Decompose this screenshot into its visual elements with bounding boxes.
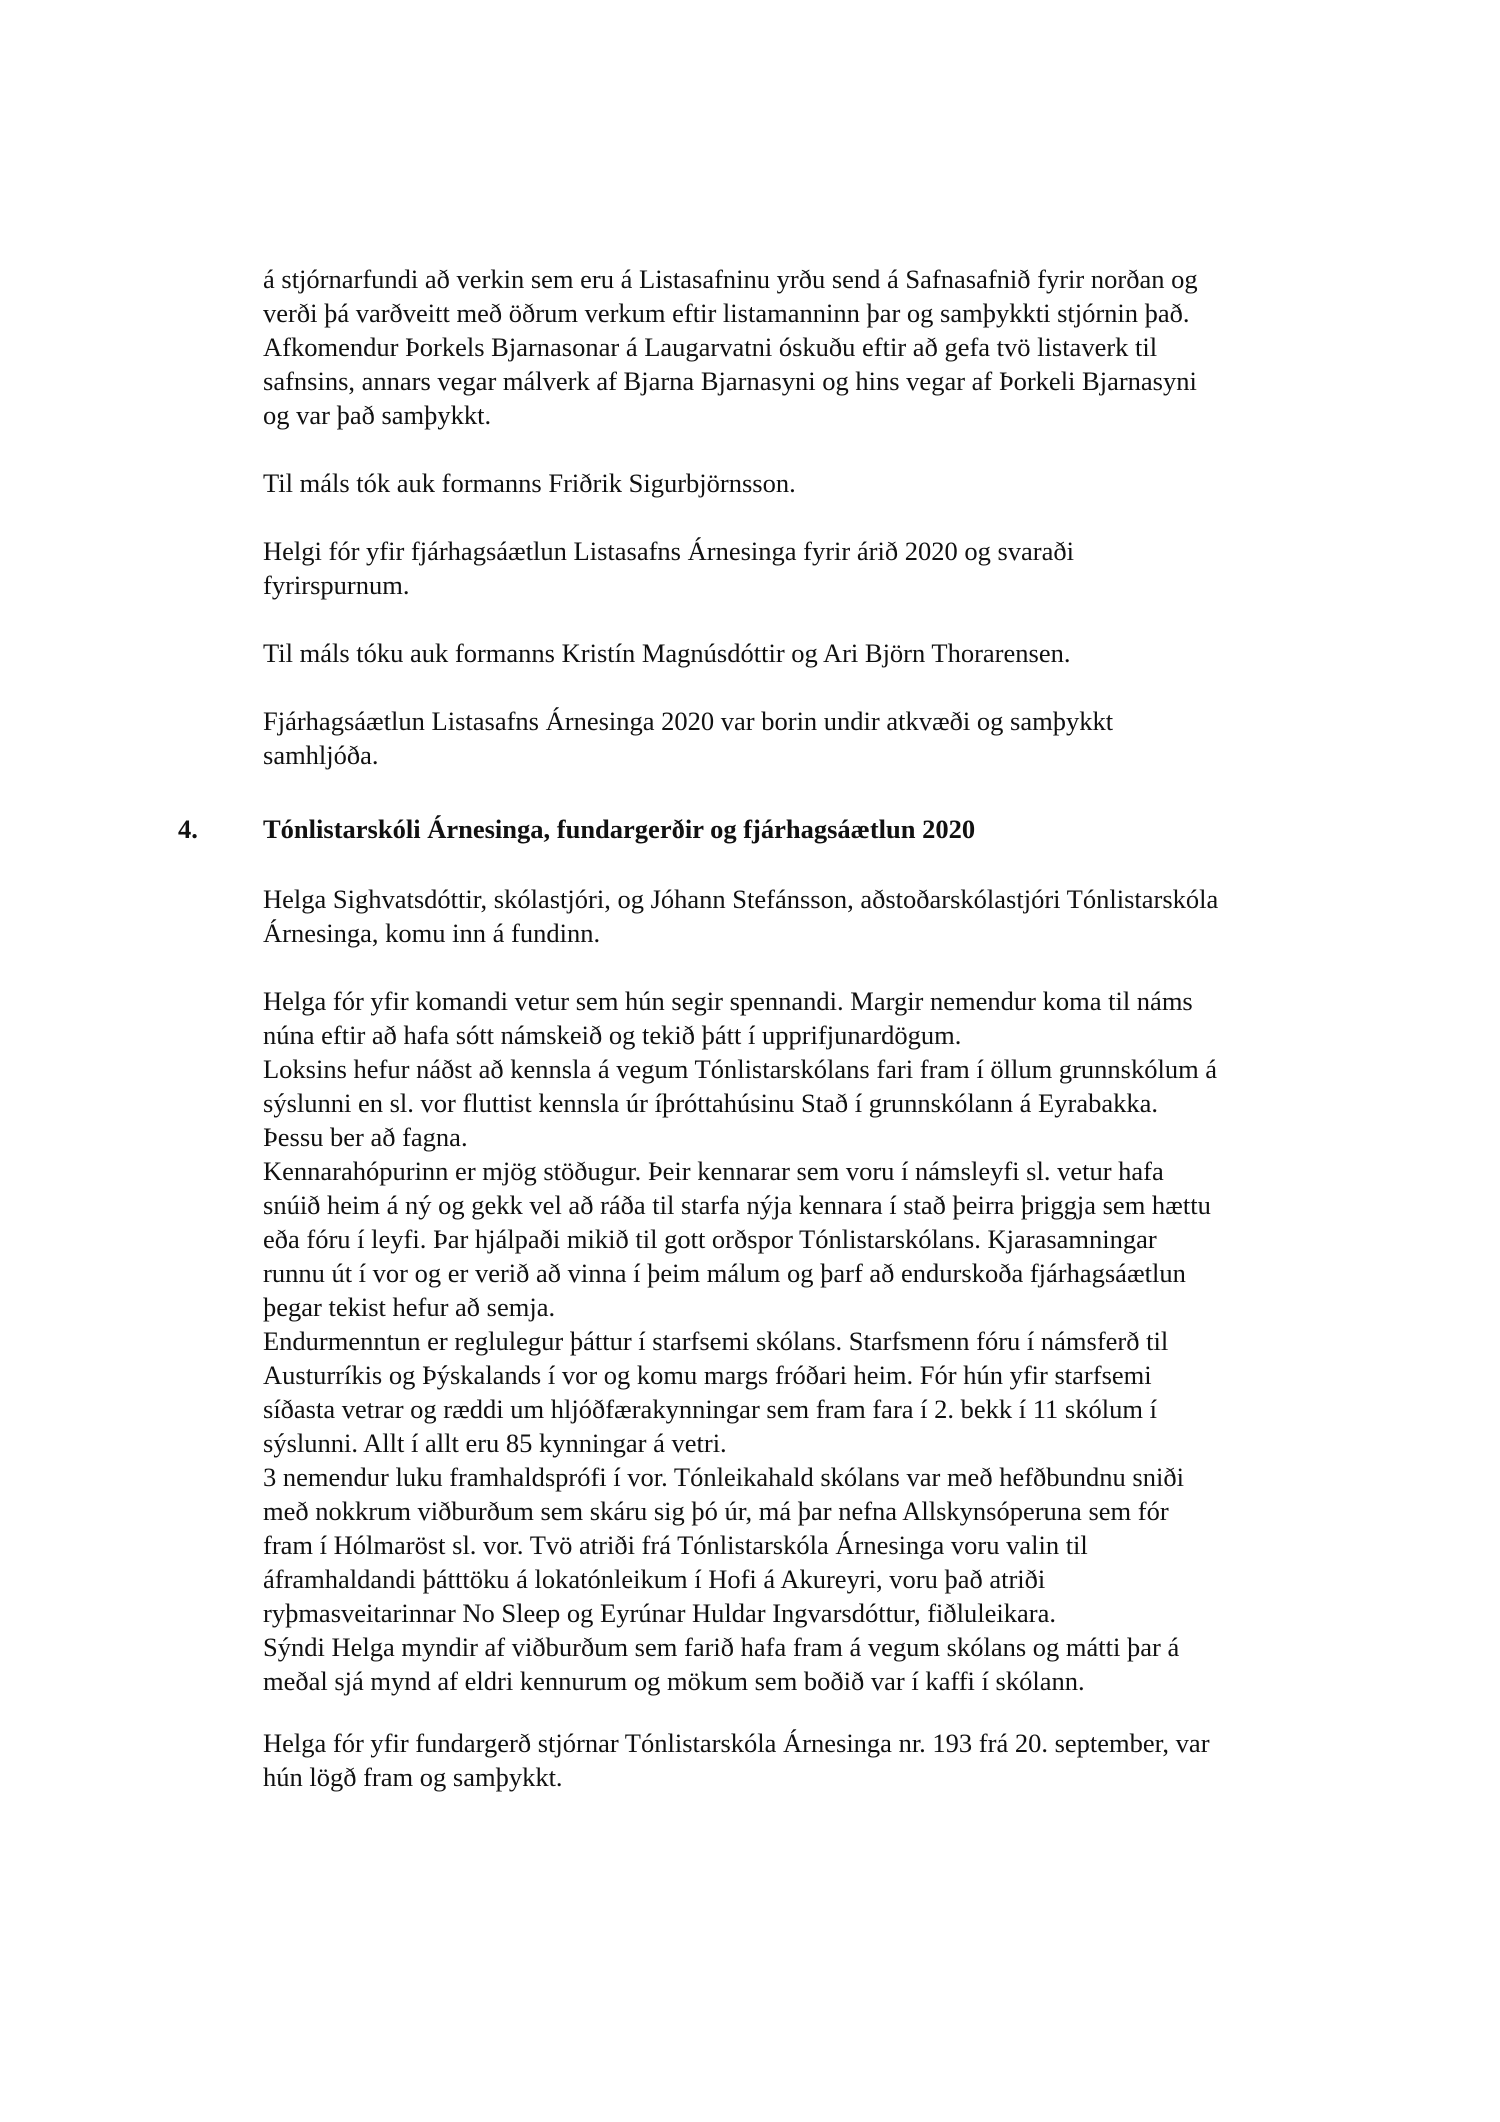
text-line: 3 nemendur luku framhaldsprófi í vor. Tónleikahald skólans var með hefðbundnu sniði [263, 1462, 1184, 1492]
text-line: safnsins, annars vegar málverk af Bjarna Bjarnasyni og hins vegar af Þorkeli Bjarnasyni [263, 366, 1197, 396]
text-line: Endurmenntun er reglulegur þáttur í starfsemi skólans. Starfsmenn fóru í námsferð til [263, 1326, 1169, 1356]
text-line: hún lögð fram og samþykkt. [263, 1762, 563, 1792]
text-line: síðasta vetrar og ræddi um hljóðfærakynningar sem fram fara í 2. bekk í 11 skólum í [263, 1394, 1157, 1424]
paragraph-budget-approved [263, 704, 1343, 772]
text-line: Loksins hefur náðst að kennsla á vegum Tónlistarskólans fari fram í öllum grunnskólum á [263, 1054, 1218, 1084]
text-line: Austurríkis og Þýskalands í vor og komu margs fróðari heim. Fór hún yfir starfsemi [263, 1360, 1152, 1390]
text-line: Fjárhagsáætlun Listasafns Árnesinga 2020 var borin undir atkvæði og samþykkt [263, 706, 1114, 736]
text-line: samhljóða. [263, 740, 379, 770]
text-line: Helga Sighvatsdóttir, skólastjóri, og Jóhann Stefánsson, aðstoðarskólastjóri Tónlistarskóla [263, 884, 1219, 914]
text-line: og var það samþykkt. [263, 400, 492, 430]
text-line: sýslunni. Allt í allt eru 85 kynningar á vetri. [263, 1428, 727, 1458]
paragraph-budget-review [263, 534, 1343, 602]
text-line: Helga fór yfir komandi vetur sem hún segir spennandi. Margir nemendur koma til náms [263, 986, 1193, 1016]
text-line: Afkomendur Þorkels Bjarnasonar á Laugarvatni óskuðu eftir að gefa tvö listaverk til [263, 332, 1158, 362]
text-line: snúið heim á ný og gekk vel að ráða til starfa nýja kennara í stað þeirra þriggja sem hættu [263, 1190, 1211, 1220]
paragraph-guests-arrive [263, 882, 1343, 950]
text-line: Helga fór yfir fundargerð stjórnar Tónlistarskóla Árnesinga nr. 193 frá 20. september, var [263, 1728, 1210, 1758]
text-line: með nokkrum viðburðum sem skáru sig þó úr, má þar nefna Allskynsóperuna sem fór [263, 1496, 1169, 1526]
text-line: fyrirspurnum. [263, 570, 410, 600]
text-line: Til máls tók auk formanns Friðrik Sigurbjörnsson. [263, 468, 796, 498]
paragraph-minutes-approved [263, 1726, 1343, 1794]
paragraph-artwork-transfer [263, 262, 1343, 432]
text-line: áframhaldandi þátttöku á lokatónleikum í Hofi á Akureyri, voru það atriði [263, 1564, 1046, 1594]
text-line: meðal sjá mynd af eldri kennurum og mökum sem boðið var í kaffi í skólann. [263, 1666, 1085, 1696]
paragraph-school-report [263, 984, 1343, 1698]
text-line: ryþmasveitarinnar No Sleep og Eyrúnar Huldar Ingvarsdóttur, fiðluleikara. [263, 1598, 1056, 1628]
text-line: Þessu ber að fagna. [263, 1122, 468, 1152]
text-line: sýslunni en sl. vor fluttist kennsla úr íþróttahúsinu Stað í grunnskólann á Eyrabakka. [263, 1088, 1158, 1118]
section-number: 4. [178, 814, 198, 844]
paragraph-speaker-fridrik [263, 466, 1343, 500]
text-line: verði þá varðveitt með öðrum verkum eftir listamanninn þar og samþykkti stjórnin það. [263, 298, 1190, 328]
text-line: eða fóru í leyfi. Þar hjálpaði mikið til gott orðspor Tónlistarskólans. Kjarasamningar [263, 1224, 1157, 1254]
text-line: núna eftir að hafa sótt námskeið og tekið þátt í upprifjunardögum. [263, 1020, 962, 1050]
text-line: Kennarahópurinn er mjög stöðugur. Þeir kennarar sem voru í námsleyfi sl. vetur hafa [263, 1156, 1164, 1186]
paragraph-speakers-kristin-ari [263, 636, 1343, 670]
section-title: Tónlistarskóli Árnesinga, fundargerðir og fjárhagsáætlun 2020 [263, 814, 976, 844]
text-line: Sýndi Helga myndir af viðburðum sem farið hafa fram á vegum skólans og mátti þar á [263, 1632, 1180, 1662]
text-line: á stjórnarfundi að verkin sem eru á Listasafninu yrðu send á Safnasafnið fyrir norðan og [263, 264, 1198, 294]
section-heading [0, 812, 1500, 852]
text-line: Helgi fór yfir fjárhagsáætlun Listasafns Árnesinga fyrir árið 2020 og svaraði [263, 536, 1074, 566]
text-line: fram í Hólmaröst sl. vor. Tvö atriði frá Tónlistarskóla Árnesinga voru valin til [263, 1530, 1088, 1560]
text-line: Árnesinga, komu inn á fundinn. [263, 918, 601, 948]
text-line: runnu út í vor og er verið að vinna í þeim málum og þarf að endurskoða fjárhagsáætlun [263, 1258, 1186, 1288]
text-line: Til máls tóku auk formanns Kristín Magnúsdóttir og Ari Björn Thorarensen. [263, 638, 1071, 668]
text-line: þegar tekist hefur að semja. [263, 1292, 556, 1322]
